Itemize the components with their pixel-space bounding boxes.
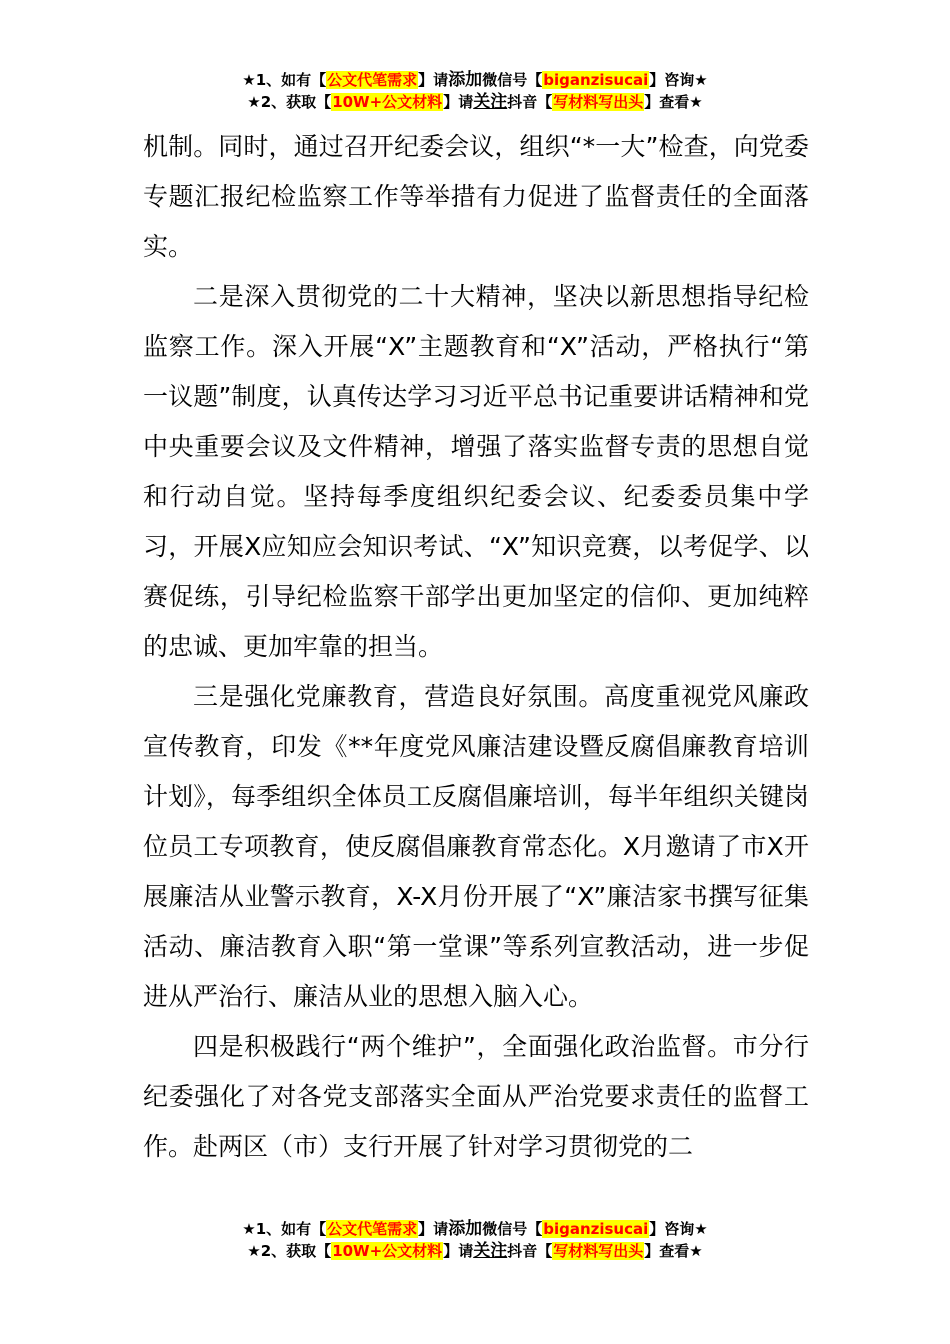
- paragraph-point-3: 三是强化党廉教育，营造良好氛围。高度重视党风廉政宣传教育，印发《**年度党风廉洁建设暨反腐倡廉教育培训计划》，每季组织全体员工反腐倡廉培训，每半年组织关键岗位员工专项教育，使反腐倡廉教育常态化。X月邀请了市X开展廉洁从业警示教育，X-X月份开展了“X”廉洁家书撰写征集活动、廉洁教育入职“第一堂课”等系列宣教活动，进一步促进从严治行、廉洁从业的思想入脑入心。: [143, 682, 809, 1011]
- banner-line-1: ★1、如有【公文代笔需求】请添加微信号【biganzisucai】咨询★: [242, 70, 708, 90]
- highlight-materials: 10W+公文材料: [332, 93, 443, 111]
- footer-line-1: ★1、如有【公文代笔需求】请添加微信号【biganzisucai】咨询★: [242, 1219, 708, 1239]
- footer-line-2: ★2、获取【10W+公文材料】请关注抖音【写材料写出头】查看★: [247, 1241, 703, 1261]
- highlight-wechat-id: biganzisucai: [543, 1220, 649, 1238]
- highlight-service: 公文代笔需求: [327, 1220, 418, 1238]
- highlight-douyin-account: 写材料写出头: [553, 93, 644, 111]
- highlight-douyin-account: 写材料写出头: [553, 1242, 644, 1260]
- footer-banner: [0, 1218, 950, 1262]
- paragraph-point-4: 四是积极践行“两个维护”，全面强化政治监督。市分行纪委强化了对各党支部落实全面从严治党要求责任的监督工作。赴两区（市）支行开展了针对学习贯彻党的二: [143, 1032, 809, 1161]
- highlight-service: 公文代笔需求: [327, 71, 418, 89]
- document-body: [143, 122, 809, 1172]
- paragraph-continuation: 机制。同时，通过召开纪委会议，组织“*一大”检查，向党委专题汇报纪检监察工作等举措有力促进了监督责任的全面落实。: [143, 132, 809, 261]
- header-banner: [0, 69, 950, 113]
- banner-line-2: ★2、获取【10W+公文材料】请关注抖音【写材料写出头】查看★: [247, 92, 703, 112]
- highlight-wechat-id: biganzisucai: [543, 71, 649, 89]
- paragraph-point-2: 二是深入贯彻党的二十大精神，坚决以新思想指导纪检监察工作。深入开展“X”主题教育和“X”活动，严格执行“第一议题”制度，认真传达学习习近平总书记重要讲话精神和党中央重要会议及文件精神，增强了落实监督专责的思想自觉和行动自觉。坚持每季度组织纪委会议、纪委委员集中学习，开展X应知应会知识考试、“X”知识竞赛，以考促学、以赛促练，引导纪检监察干部学出更加坚定的信仰、更加纯粹的忠诚、更加牢靠的担当。: [143, 282, 809, 661]
- highlight-materials: 10W+公文材料: [332, 1242, 443, 1260]
